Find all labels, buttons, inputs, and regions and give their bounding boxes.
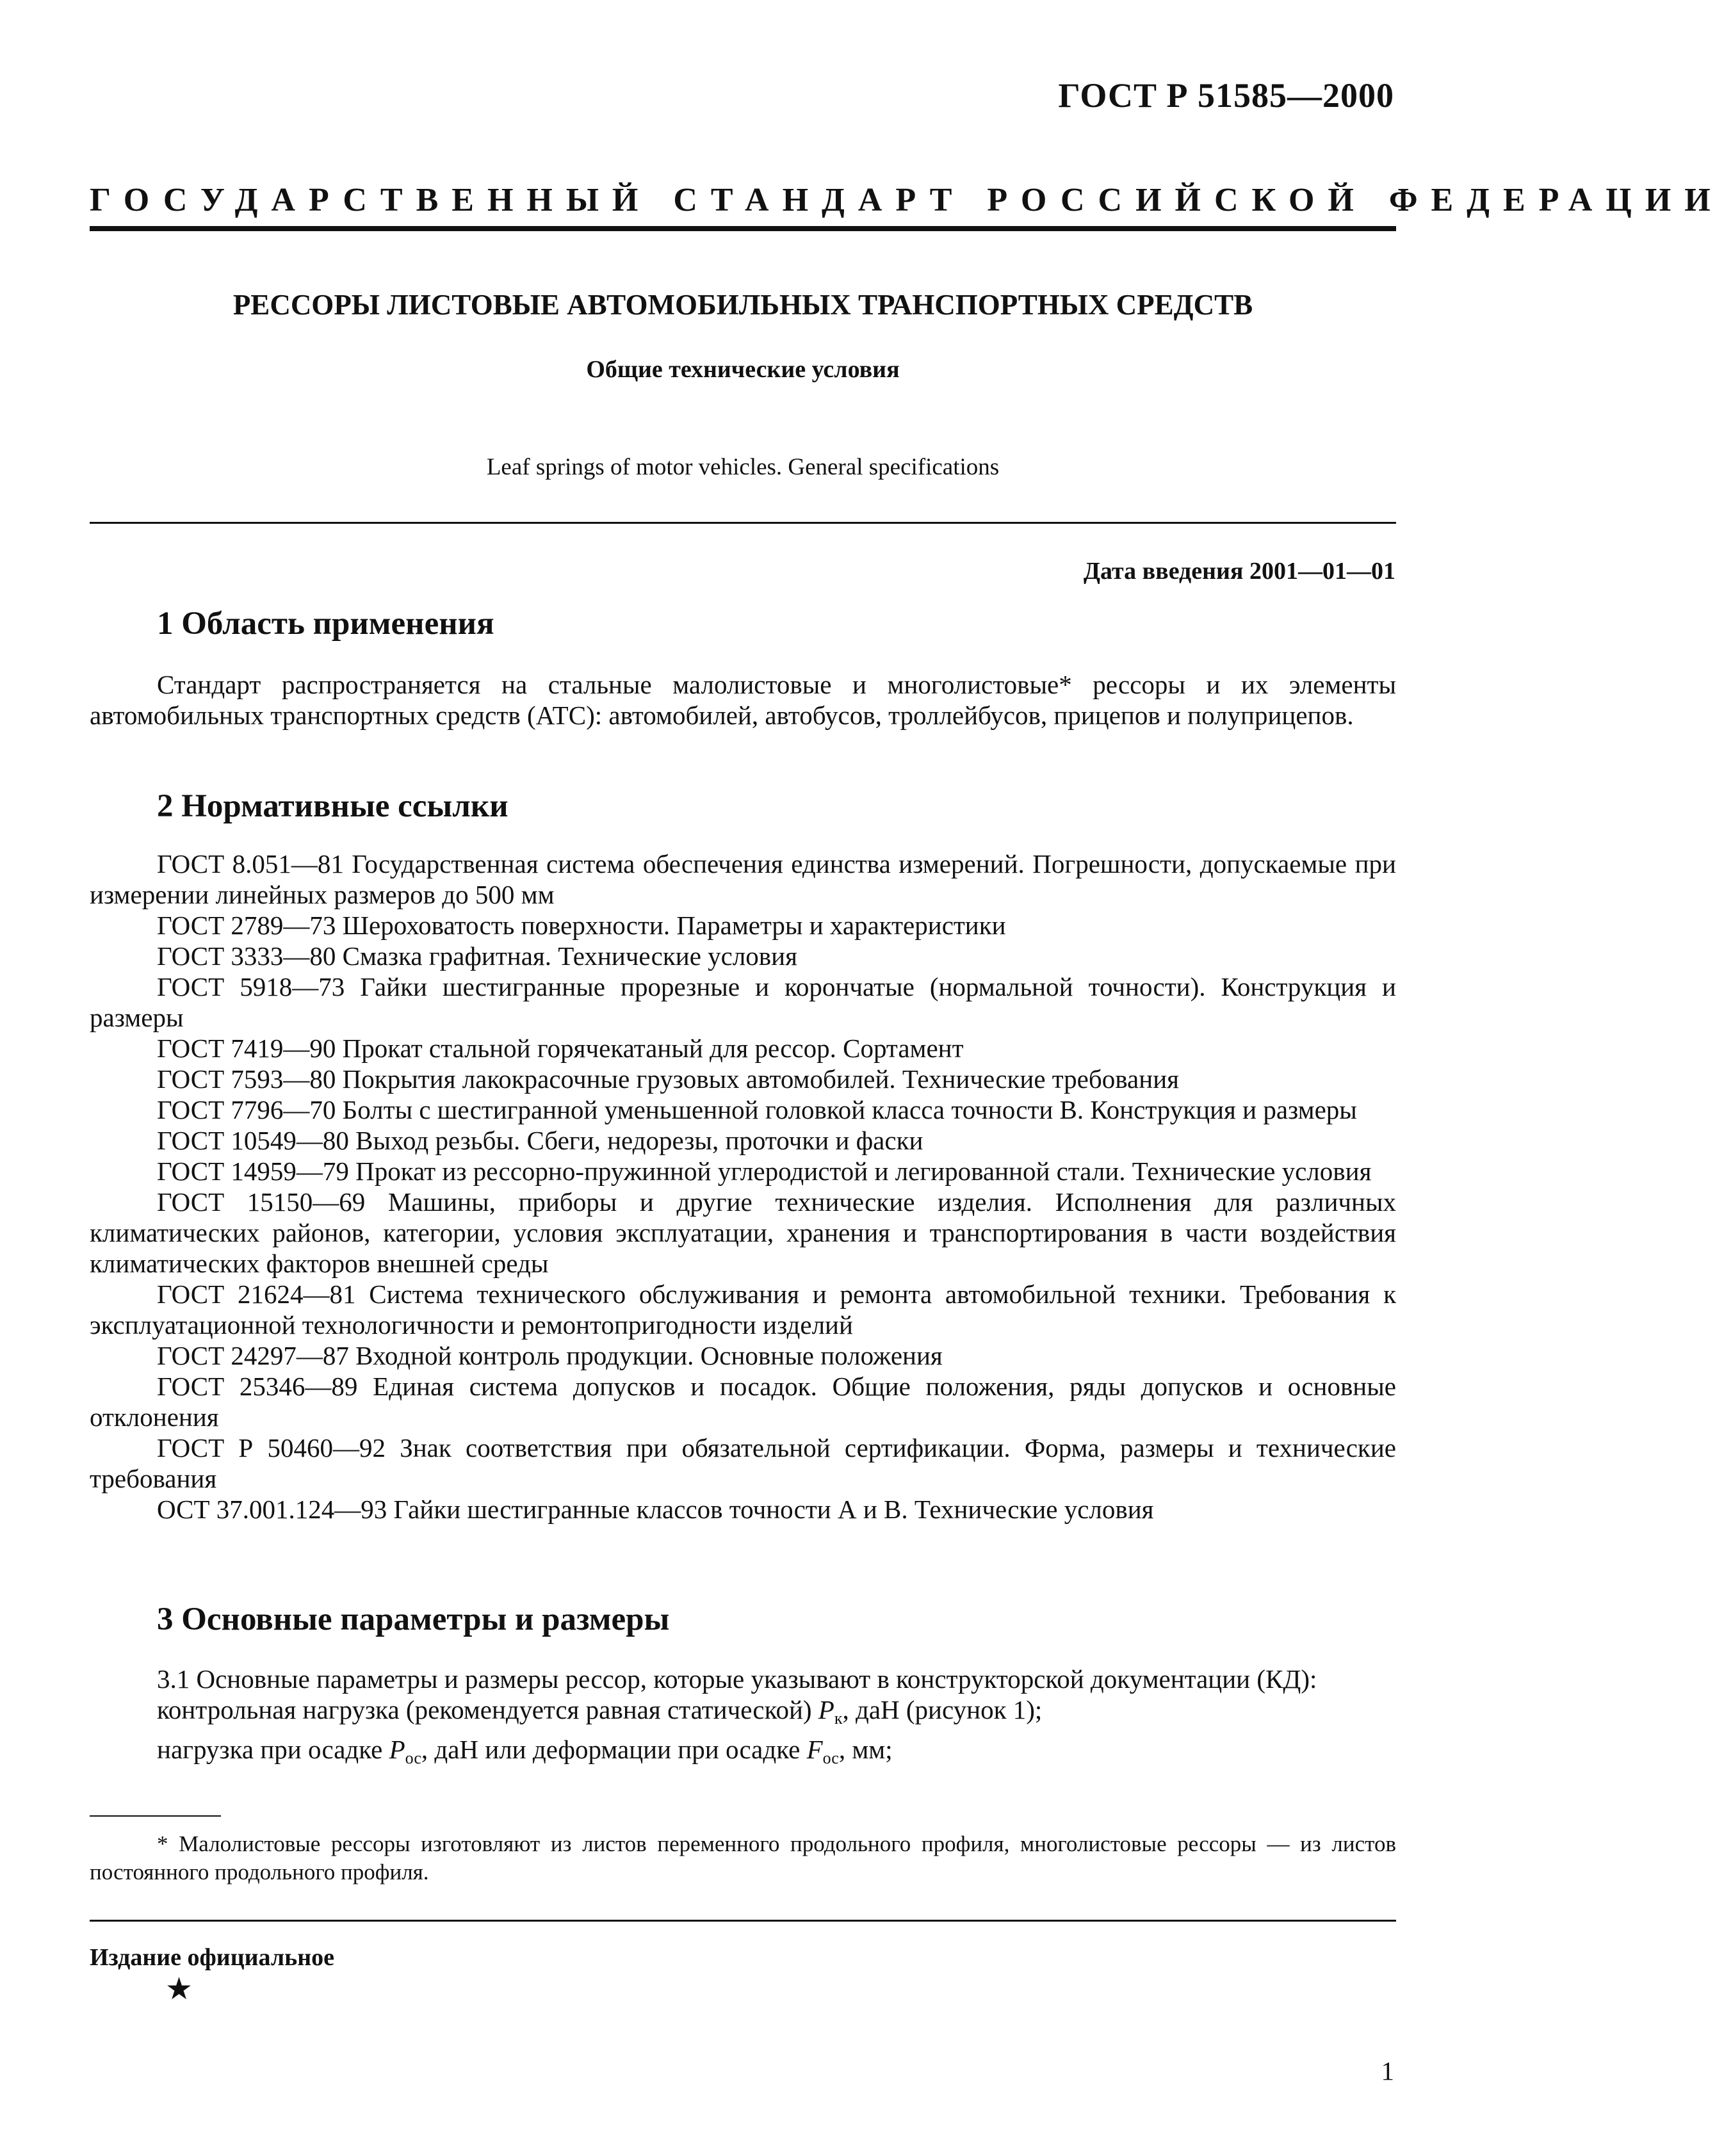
reference-item: ГОСТ 5918—73 Гайки шестигранные прорезные и корончатые (нормальной точности). Конструкция и размеры (90, 972, 1396, 1032)
parameter-subscript: ос (405, 1749, 421, 1767)
references-list (90, 848, 1396, 1525)
title-rule (90, 522, 1396, 524)
reference-item: ГОСТ 21624—81 Система технического обслуживания и ремонта автомобильной техники. Требования к эксплуатационной технологичности и ремонтопригодности изделий (90, 1279, 1396, 1340)
parameter-symbol: P (818, 1695, 834, 1724)
parameter-text: , даН (рисунок 1); (842, 1695, 1043, 1724)
footnote (90, 1830, 1396, 1886)
reference-item: ГОСТ Р 50460—92 Знак соответствия при обязательной сертификации. Форма, размеры и технические требования (90, 1433, 1396, 1493)
footer-rule (90, 1920, 1396, 1922)
parameter-subscript: к (834, 1709, 843, 1728)
header-rule (90, 226, 1396, 231)
document-title: РЕССОРЫ ЛИСТОВЫЕ АВТОМОБИЛЬНЫХ ТРАНСПОРТНЫХ СРЕДСТВ (232, 289, 1253, 321)
reference-item: ГОСТ 7593—80 Покрытия лакокрасочные грузовых автомобилей. Технические требования (157, 1064, 1179, 1094)
reference-item: ГОСТ 15150—69 Машины, приборы и другие технические изделия. Исполнения для различных климатических районов, категории, условия эксплуатации, хранения и транспортирования в части воздействия климатических факторов внешней среды (90, 1187, 1396, 1278)
reference-item: ГОСТ 24297—87 Входной контроль продукции. Основные положения (157, 1341, 943, 1370)
parameter-text: , мм; (838, 1735, 893, 1764)
reference-item: ГОСТ 25346—89 Единая система допусков и посадок. Общие положения, ряды допусков и основные отклонения (90, 1372, 1396, 1432)
parameter-symbol: F (806, 1735, 823, 1764)
standard-number: ГОСТ Р 51585—2000 (1058, 76, 1394, 115)
parameter-symbol: P (389, 1735, 405, 1764)
reference-item: ГОСТ 10549—80 Выход резьбы. Сбеги, недорезы, проточки и фаски (157, 1126, 923, 1155)
reference-item: ОСТ 37.001.124—93 Гайки шестигранные классов точности А и В. Технические условия (157, 1495, 1154, 1524)
reference-item: ГОСТ 8.051—81 Государственная система обеспечения единства измерений. Погрешности, допускаемые при измерении линейных размеров до 500 мм (90, 849, 1396, 909)
intro-date: Дата введения 2001—01—01 (1083, 558, 1395, 585)
parameter-line (90, 1734, 1396, 1774)
section-1-body (90, 669, 1396, 731)
reference-item: ГОСТ 3333—80 Смазка графитная. Технические условия (157, 941, 797, 971)
section-1-heading: 1 Область применения (157, 606, 494, 642)
english-title: Leaf springs of motor vehicles. General specifications (486, 454, 1000, 480)
reference-item: ГОСТ 7796—70 Болты с шестигранной уменьшенной головкой класса точности В. Конструкция и размеры (157, 1095, 1357, 1124)
reference-item: ГОСТ 14959—79 Прокат из рессорно-пружинной углеродистой и легированной стали. Технические условия (157, 1156, 1372, 1186)
star-icon: ★ (165, 1972, 193, 2006)
parameter-text: , даН или деформации при осадке (421, 1735, 807, 1764)
page-number: 1 (1381, 2056, 1394, 2086)
document-subtitle: Общие технические условия (586, 356, 900, 383)
footnote-text: * Малолистовые рессоры изготовляют из листов переменного продольного профиля, многолистовые рессоры — из листов постоянного продольного профиля. (90, 1831, 1396, 1884)
official-edition-label: Издание официальное (90, 1944, 335, 1971)
section-3-body (90, 1664, 1396, 1774)
footnote-rule (90, 1815, 221, 1817)
reference-item: ГОСТ 2789—73 Шероховатость поверхности. Параметры и характеристики (157, 911, 1006, 940)
parameter-text: контрольная нагрузка (рекомендуется равная статической) (157, 1695, 818, 1724)
reference-item: ГОСТ 7419—90 Прокат стальной горячекатаный для рессор. Сортамент (157, 1033, 964, 1063)
parameter-subscript: ос (822, 1749, 839, 1767)
section-1-paragraph: Стандарт распространяется на стальные малолистовые и многолистовые* рессоры и их элементы автомобильных транспортных средств (АТС): автомобилей, автобусов, троллейбусов, прицепов и полуприцепов. (90, 670, 1396, 730)
section-3-heading: 3 Основные параметры и размеры (157, 1601, 670, 1637)
section-2-heading: 2 Нормативные ссылки (157, 788, 508, 824)
parameter-text: нагрузка при осадке (157, 1735, 389, 1764)
parameter-line (90, 1694, 1396, 1734)
state-standard-heading: ГОСУДАРСТВЕННЫЙ СТАНДАРТ РОССИЙСКОЙ ФЕДЕРАЦИИ (90, 182, 1724, 218)
section-3-paragraph: 3.1 Основные параметры и размеры рессор, которые указывают в конструкторской документации (КД): (157, 1664, 1317, 1694)
